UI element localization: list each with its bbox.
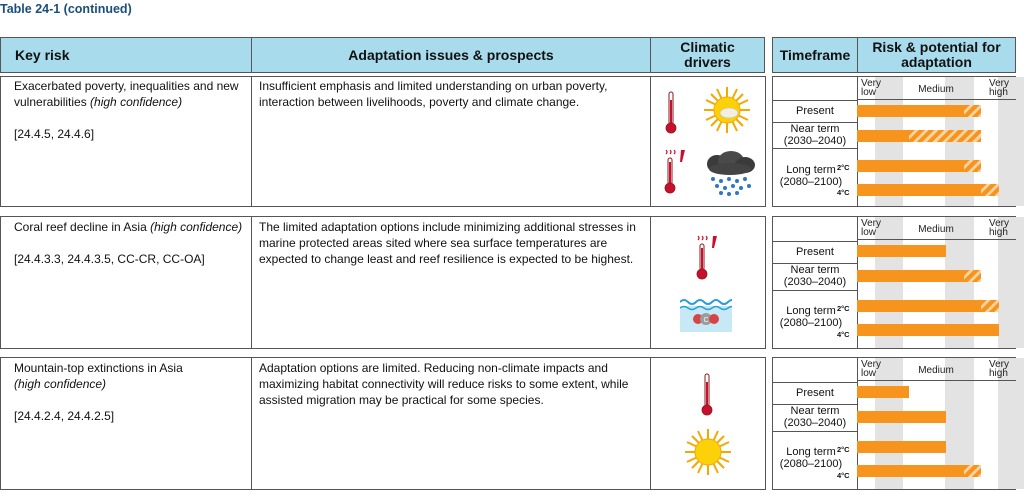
scale-very-low: Very low (861, 78, 882, 98)
key-risk-2: Coral reef decline in Asia (high confidence) [24.4.3.3, 24.4.3.5, CC-CR, CC-OA] (14, 219, 246, 283)
header-climatic-drivers: Climatic drivers (650, 37, 765, 73)
header-key-risk: Key risk (0, 37, 252, 73)
tf-long-3: Long term (2080–2100) (779, 446, 843, 470)
tf-present-3: Present (796, 387, 834, 399)
scale-very-high: Very high (989, 359, 1010, 379)
tf-present-1: Present (796, 105, 834, 117)
adaptation-3: Adaptation options are limited. Reducing non-climate impacts and maximizing habitat connectivity will reduce risks to some extent, while assisted migration may be practical for some species. (259, 361, 629, 407)
thermometer-icon (664, 90, 678, 134)
scale-very-high: Very high (989, 218, 1010, 238)
risk-bar-present (857, 245, 946, 257)
sun-icon (703, 86, 751, 134)
deg-4c-1: 4°C (837, 188, 850, 197)
svg-text:C: C (703, 317, 709, 324)
risk-bar-near-term (857, 411, 946, 423)
tf-present-2: Present (796, 246, 834, 258)
risk-bar-long-4c (857, 184, 999, 196)
risk-bar-present (857, 105, 981, 117)
risk-bar-long-4c (857, 465, 981, 477)
adaptation-2: The limited adaptation options include minimizing additional stresses in marine protected areas sited where sea surface temperatures are expected to change least and reef resilience is expected to be highest. (259, 220, 636, 266)
risk-bar-present (857, 386, 909, 398)
header-timeframe: Timeframe (772, 37, 858, 73)
deg-2c-2: 2°C (837, 304, 850, 313)
tf-near-1: Near term (2030–2040) (783, 123, 847, 147)
scale-medium: Medium (918, 84, 954, 95)
risk-grid-1 (857, 77, 1016, 206)
risk-bar-long-2c (857, 300, 999, 312)
risk-bar-near-term (857, 130, 981, 142)
refs-2: [24.4.3.3, 24.4.3.5, CC-CR, CC-OA] (14, 252, 205, 266)
tf-near-3: Near term (2030–2040) (783, 405, 847, 429)
refs-1: [24.4.5, 24.4.6] (14, 127, 95, 141)
extreme-precipitation-icon (703, 150, 757, 196)
header-risk-potential: Risk & potential for adaptation (857, 37, 1016, 73)
risk-bar-long-4c (857, 324, 999, 336)
scale-medium: Medium (918, 224, 954, 235)
scale-very-low: Very low (861, 218, 882, 238)
thermometer-icon (700, 372, 714, 416)
header-adaptation: Adaptation issues & prospects (251, 37, 651, 73)
tf-long-2: Long term (2080–2100) (779, 305, 843, 329)
deg-4c-2: 4°C (837, 330, 850, 339)
risk-scale-divider (857, 239, 1016, 240)
risk-bar-long-2c (857, 441, 946, 453)
risk-grid-2 (857, 217, 1016, 348)
table-caption: Table 24-1 (continued) (0, 2, 132, 16)
risk-scale-divider (857, 99, 1016, 100)
ocean-acidification-icon (680, 298, 732, 332)
key-risk-1: Exacerbated poverty, inequalities and new vulnerabilities (high confidence) [24.4.5, 24.4.6] (14, 78, 246, 158)
scale-medium: Medium (918, 365, 954, 376)
key-risk-3: Mountain-top extinctions in Asia (high confidence) [24.4.2.4, 24.4.2.5] (14, 360, 246, 440)
extreme-temperature-icon (694, 234, 720, 282)
risk-grid-3 (857, 358, 1016, 489)
deg-2c-1: 2°C (837, 163, 850, 172)
risk-scale-divider (857, 380, 1016, 381)
risk-bar-near-term (857, 270, 981, 282)
risk-bar-long-2c (857, 160, 981, 172)
extreme-temperature-icon (662, 148, 688, 196)
scale-very-high: Very high (989, 78, 1010, 98)
deg-4c-3: 4°C (837, 471, 850, 480)
adaptation-1: Insufficient emphasis and limited understanding on urban poverty, interaction between livelihoods, poverty and climate change. (259, 79, 608, 109)
tf-near-2: Near term (2030–2040) (783, 264, 847, 288)
refs-3: [24.4.2.4, 24.4.2.5] (14, 409, 115, 423)
deg-2c-3: 2°C (837, 445, 850, 454)
tf-long-1: Long term (2080–2100) (779, 164, 843, 188)
scale-very-low: Very low (861, 359, 882, 379)
sun-icon (684, 428, 732, 476)
